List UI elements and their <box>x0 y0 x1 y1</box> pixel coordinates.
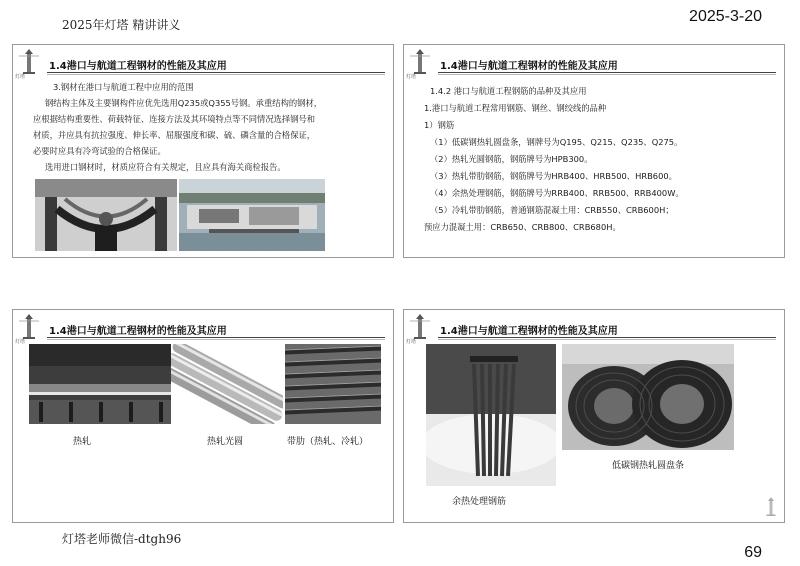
rebar-item: （1）低碳钢热轧圆盘条，钢牌号为Q195、Q215、Q235、Q275。 <box>430 137 683 147</box>
page-header-left: 2025年灯塔 精讲讲义 <box>62 18 181 32</box>
body-line: 应根据结构重要性、荷载特征、连接方法及其环境特点等不同情况选择钢号和 <box>33 114 316 124</box>
slide-title: 1.4港口与航道工程钢材的性能及其应用 <box>49 61 227 72</box>
page-number: 69 <box>744 544 762 561</box>
body-line: 材质，并应具有抗拉强度、伸长率、屈服强度和碳、硫、磷含量的合格保证， <box>33 130 316 140</box>
rebar-item: （5）冷轧带肋钢筋，普通钢筋混凝土用：CRB550、CRB600H； <box>430 205 674 215</box>
lighthouse-logo-icon <box>17 313 41 341</box>
logo-text: 灯塔 <box>15 339 26 345</box>
quenched-rebar-photo <box>426 344 556 486</box>
bending-test-photo <box>35 179 177 251</box>
slide-title: 1.4港口与航道工程钢材的性能及其应用 <box>49 326 227 337</box>
caption-hot-rolled: 热轧 <box>73 437 92 447</box>
body-line: 选用进口钢材时，材质应符合有关规定，且应具有海关商检报告。 <box>45 162 286 172</box>
rebar-item: （2）热轧光圆钢筋，钢筋牌号为HPB300。 <box>430 154 593 164</box>
section-heading: 1.4.2 港口与航道工程钢筋的品种及其应用 <box>430 86 587 96</box>
ribbed-bar-photo <box>285 344 381 424</box>
wire-rod-coil-photo <box>562 344 734 450</box>
page-footer-contact: 灯塔老师微信-dtgh96 <box>62 532 182 546</box>
body-line: 1）钢筋 <box>424 120 455 130</box>
caption-plain-round: 热轧光圆 <box>207 437 244 447</box>
section-heading: 3.钢材在港口与航道工程中应用的范围 <box>53 82 194 92</box>
body-line: 必要时应具有冷弯试验的合格保证。 <box>33 146 166 156</box>
rebar-item: （4）余热处理钢筋，钢筋牌号为RRB400、RRB500、RRB400W。 <box>430 188 684 198</box>
plain-round-bar-photo <box>171 344 283 424</box>
slide-rebar-photos <box>12 309 394 523</box>
lighthouse-logo-icon <box>408 48 432 76</box>
page-header-date: 2025-3-20 <box>689 8 762 25</box>
body-line: 1.港口与航道工程常用钢筋、钢丝、钢绞线的品种 <box>424 103 607 113</box>
lighthouse-logo-icon <box>408 313 432 341</box>
slide-title: 1.4港口与航道工程钢材的性能及其应用 <box>440 61 618 72</box>
logo-text: 灯塔 <box>406 339 417 345</box>
lighthouse-watermark-icon <box>762 496 780 518</box>
slide-title: 1.4港口与航道工程钢材的性能及其应用 <box>440 326 618 337</box>
caption-quenched-rebar: 余热处理钢筋 <box>452 497 507 507</box>
rebar-item: （3）热轧带肋钢筋，钢筋牌号为HRB400、HRB500、HRB600。 <box>430 171 677 181</box>
logo-text: 灯塔 <box>15 74 26 80</box>
logo-text: 灯塔 <box>406 74 417 80</box>
slide-rebar-coil-photos <box>403 309 785 523</box>
body-line: 钢结构主体及主要钢构件应优先选用Q235或Q355号钢。承重结构的钢材， <box>45 98 323 108</box>
rebar-item: 预应力混凝土用：CRB650、CRB800、CRB680H。 <box>424 222 621 232</box>
caption-wire-rod-coil: 低碳钢热轧圆盘条 <box>612 461 685 471</box>
slide-steel-application-range <box>12 44 394 258</box>
harbor-aerial-photo <box>179 179 325 251</box>
caption-ribbed: 带肋（热轧、冷轧） <box>287 437 369 447</box>
lighthouse-logo-icon <box>17 48 41 76</box>
slide-rebar-varieties <box>403 44 785 258</box>
hot-rolling-photo <box>29 344 175 424</box>
